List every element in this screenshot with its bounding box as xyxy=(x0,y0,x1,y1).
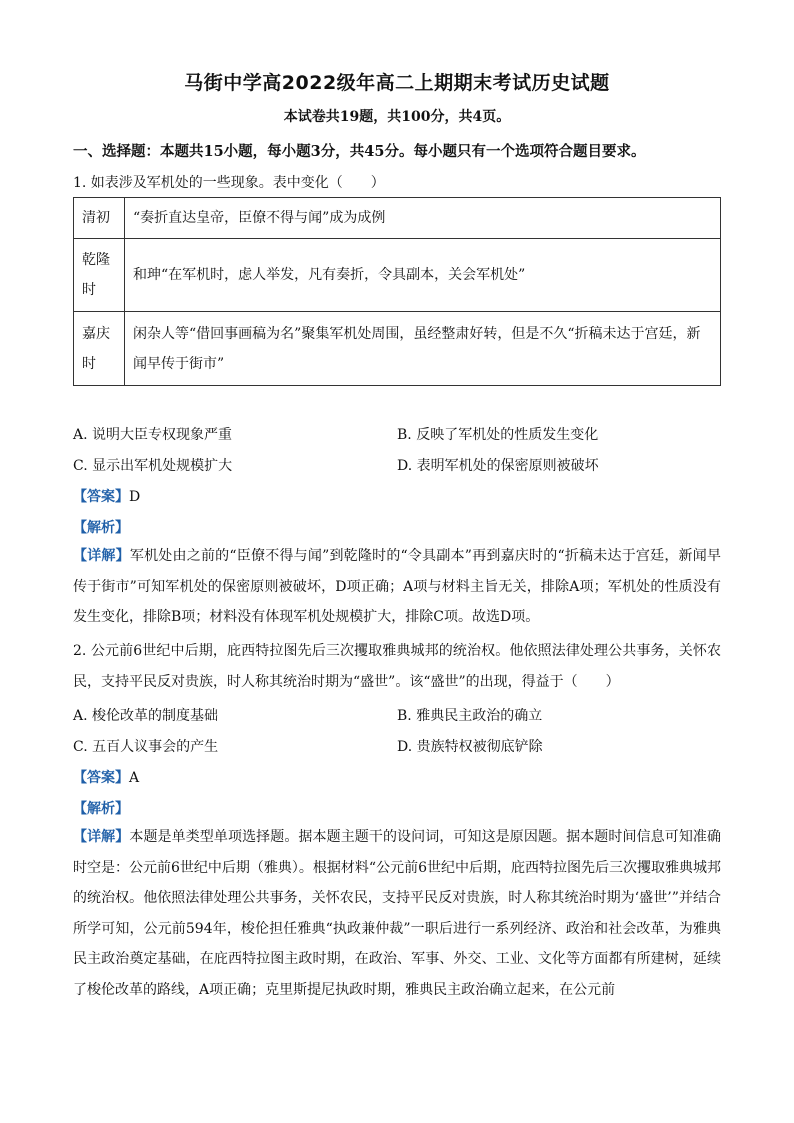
question-2-option-a: A. 梭伦改革的制度基础 xyxy=(73,708,219,724)
table-cell-period: 乾隆时 xyxy=(74,239,125,312)
question-1-answer xyxy=(73,486,140,506)
question-1-analysis-label xyxy=(73,517,129,537)
analysis-label: 【解析】 xyxy=(73,801,129,817)
question-2-detail xyxy=(73,822,721,1005)
page-title: 马街中学高2022级年高二上期期末考试历史试题 xyxy=(184,72,610,94)
question-2-stem: 2. 公元前6世纪中后期，庇西特拉图先后三次攫取雅典城邦的统治权。他依照法律处理公共事务，关怀农民，支持平民反对贵族，时人称其统治时期为“盛世”。该“盛世”的出现，得益于（ ） xyxy=(73,643,721,690)
question-2-option-b: B. 雅典民主政治的确立 xyxy=(397,708,543,724)
detail-text: 军机处由之前的“臣僚不得与闻”到乾隆时的“令具副本”再到嘉庆时的“折稿未达于宫廷，新闻早传于街市”可知军机处的保密原则被破坏，D项正确；A项与材料主旨无关，排除A项；军机处的性质没有发生变化，排除B项；材料没有体现军机处规模扩大，排除C项。故选D项。 xyxy=(73,548,721,625)
question-1-detail xyxy=(73,541,721,633)
question-1-option-a: A. 说明大臣专权现象严重 xyxy=(73,427,233,443)
question-1-stem: 1. 如表涉及军机处的一些现象。表中变化（ ） xyxy=(73,175,385,191)
question-1-table xyxy=(73,197,721,386)
table-cell-period: 清初 xyxy=(74,198,125,239)
question-2-option-d: D. 贵族特权被彻底铲除 xyxy=(397,739,543,755)
question-1-option-c: C. 显示出军机处规模扩大 xyxy=(73,458,233,474)
detail-label: 【详解】 xyxy=(73,548,130,564)
answer-value: A xyxy=(129,770,140,786)
table-cell-text: “奏折直达皇帝，臣僚不得与闻”成为成例 xyxy=(125,198,721,239)
table-cell-text: 和珅“在军机时，虑人举发，凡有奏折，令具副本，关会军机处” xyxy=(125,239,721,312)
answer-label: 【答案】 xyxy=(73,489,129,505)
table-row xyxy=(74,312,721,386)
table-cell-text: 闲杂人等“借回事画稿为名”聚集军机处周围，虽经整肃好转，但是不久“折稿未达于宫廷，新闻早传于街市” xyxy=(125,312,721,386)
table-row xyxy=(74,198,721,239)
analysis-label: 【解析】 xyxy=(73,520,129,536)
question-1-option-b: B. 反映了军机处的性质发生变化 xyxy=(397,427,599,443)
question-1-option-d: D. 表明军机处的保密原则被破坏 xyxy=(397,458,599,474)
question-2-answer xyxy=(73,767,139,787)
detail-label: 【详解】 xyxy=(73,829,130,845)
section-heading: 一、选择题：本题共15小题，每小题3分，共45分。每小题只有一个选项符合题目要求。 xyxy=(73,143,646,160)
answer-value: D xyxy=(129,489,141,505)
question-2-option-c: C. 五百人议事会的产生 xyxy=(73,739,219,755)
table-row xyxy=(74,239,721,312)
question-2-analysis-label xyxy=(73,798,129,818)
table-cell-period: 嘉庆时 xyxy=(74,312,125,386)
answer-label: 【答案】 xyxy=(73,770,129,786)
page-subtitle: 本试卷共19题，共100分，共4页。 xyxy=(283,109,511,125)
detail-text: 本题是单类型单项选择题。据本题主题干的设问词，可知这是原因题。据本题时间信息可知准确时空是：公元前6世纪中后期（雅典）。根据材料“公元前6世纪中后期，庇西特拉图先后三次攫取雅典城邦的统治权。他依照法律处理公共事务，关怀农民，支持平民反对贵族，时人称其统治时期为‘盛世’”并结合所学可知，公元前594年，梭伦担任雅典“执政兼仲裁”一职后进行一系列经济、政治和社会改革，为雅典民主政治奠定基础，在庇西特拉图主政时期，在政治、军事、外交、工业、文化等方面都有所建树，延续了梭伦改革的路线，A项正确；克里斯提尼执政时期，雅典民主政治确立起来，在公元前 xyxy=(73,829,722,998)
